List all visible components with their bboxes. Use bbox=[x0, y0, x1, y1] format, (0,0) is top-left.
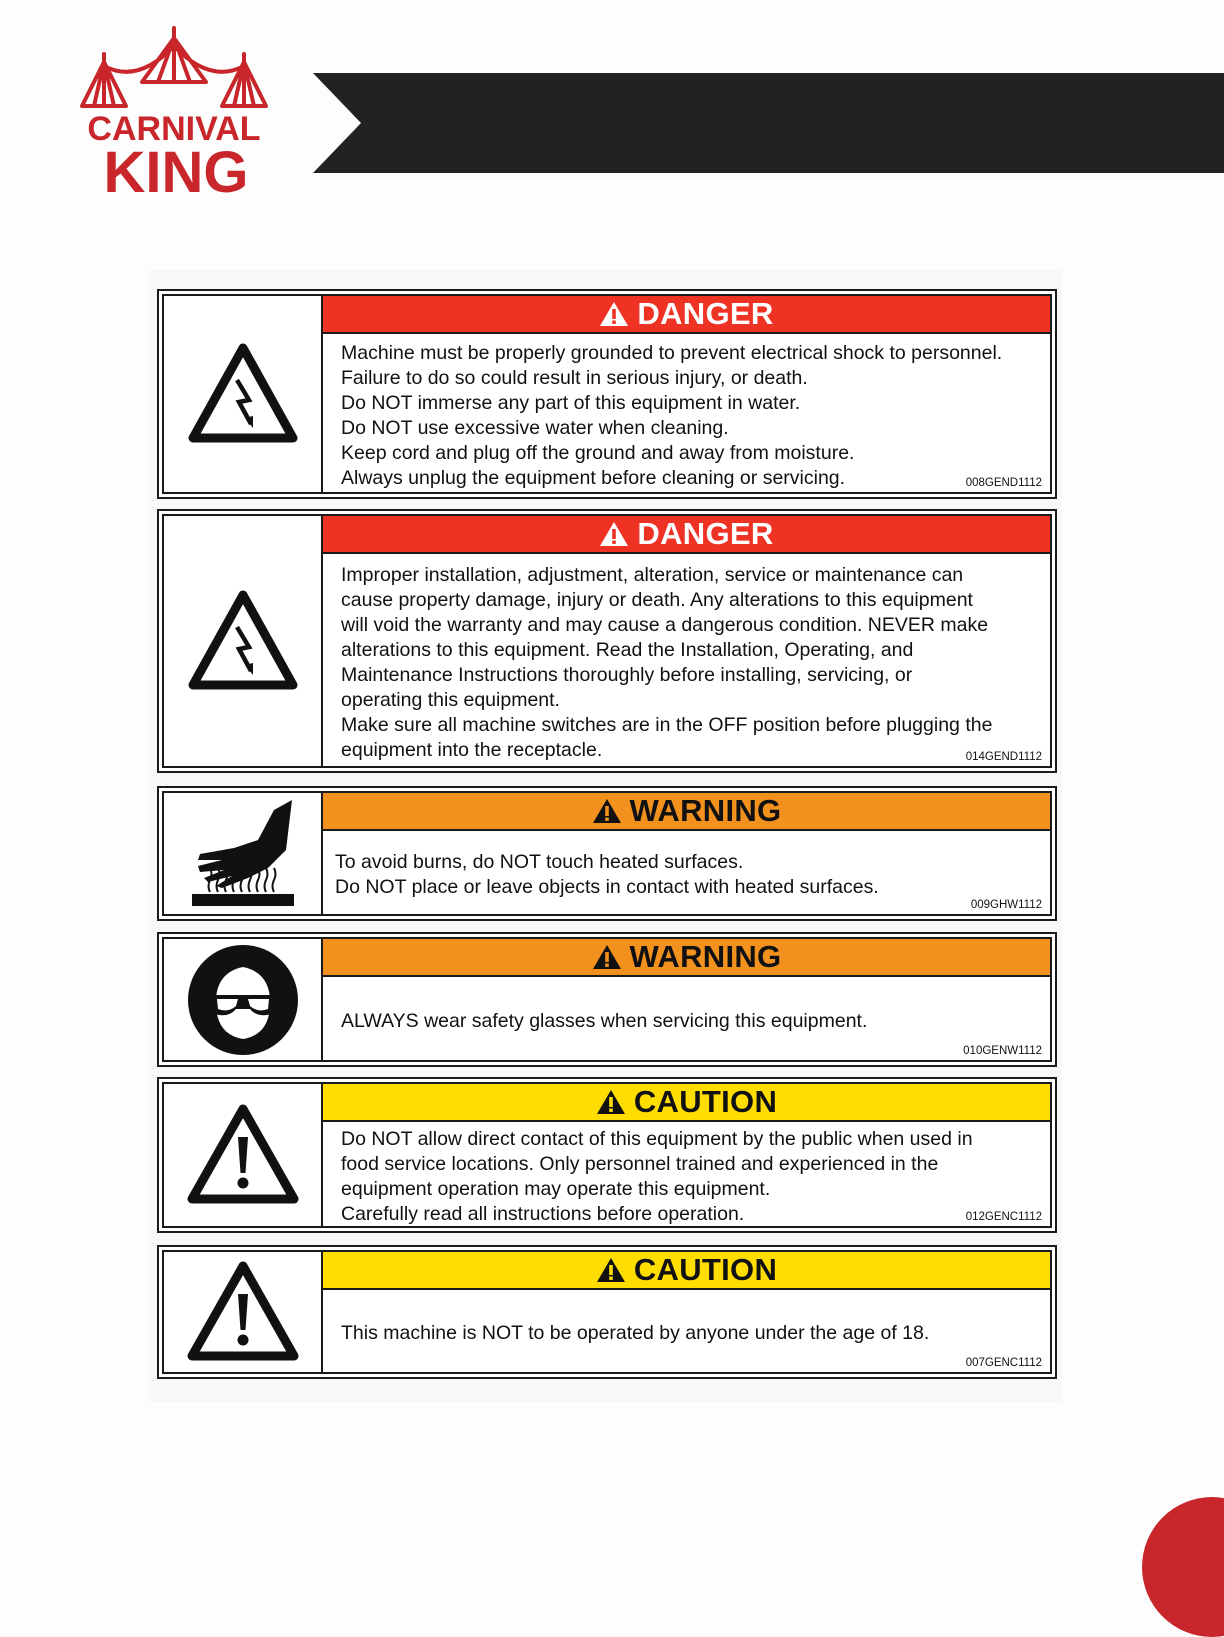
label-message bbox=[323, 977, 1050, 1060]
warning-label-safety-glasses bbox=[157, 932, 1057, 1067]
message-line: Carefully read all instructions before operation. bbox=[341, 1203, 745, 1225]
caution-header bbox=[323, 1252, 1050, 1290]
message-line: equipment into the receptacle. bbox=[341, 738, 603, 761]
message-line: food service locations. Only personnel trained and experienced in the bbox=[341, 1153, 939, 1175]
message-line: Do NOT immerse any part of this equipment in water. bbox=[341, 391, 801, 414]
danger-label-grounding bbox=[157, 289, 1057, 499]
label-code: 012GENC1112 bbox=[965, 1211, 1042, 1223]
message-line: Maintenance Instructions thoroughly before installing, servicing, or bbox=[341, 663, 913, 686]
label-code: 010GENW1112 bbox=[963, 1045, 1042, 1057]
caution-label-age-restriction bbox=[157, 1245, 1057, 1379]
label-code: 014GEND1112 bbox=[965, 751, 1042, 763]
alert-triangle-icon bbox=[599, 521, 629, 547]
label-code: 008GEND1112 bbox=[965, 477, 1042, 489]
header-banner bbox=[313, 73, 1224, 173]
logo-line2: KING bbox=[103, 140, 249, 202]
caution-header bbox=[323, 1084, 1050, 1122]
message-line: Do NOT use excessive water when cleaning. bbox=[341, 416, 729, 439]
message-line: Machine must be properly grounded to prevent electrical shock to personnel. bbox=[341, 341, 1003, 364]
warning-label-hot-surface bbox=[157, 786, 1057, 921]
warning-header bbox=[323, 793, 1050, 831]
caution-label-public-contact bbox=[157, 1077, 1057, 1233]
label-message bbox=[323, 1122, 1050, 1227]
label-code: 007GENC1112 bbox=[965, 1357, 1042, 1369]
message-line: Always unplug the equipment before cleaning or servicing. bbox=[341, 466, 846, 489]
electric-shock-icon bbox=[187, 589, 299, 693]
message-line: Keep cord and plug off the ground and away from moisture. bbox=[341, 441, 855, 464]
signal-word: WARNING bbox=[629, 939, 782, 974]
message-line: Do NOT allow direct contact of this equipment by the public when used in bbox=[341, 1128, 973, 1150]
label-code: 009GHW1112 bbox=[970, 899, 1042, 911]
message-line: Do NOT place or leave objects in contact with heated surfaces. bbox=[335, 876, 879, 898]
message-line: equipment operation may operate this equipment. bbox=[341, 1178, 771, 1200]
safety-glasses-icon bbox=[186, 943, 300, 1057]
signal-word: DANGER bbox=[637, 516, 774, 551]
message-line: cause property damage, injury or death. Any alterations to this equipment bbox=[341, 588, 973, 611]
warning-header bbox=[323, 939, 1050, 977]
message-line: Make sure all machine switches are in the OFF position before plugging the bbox=[341, 713, 993, 736]
danger-header bbox=[323, 296, 1050, 334]
message-line: will void the warranty and may cause a dangerous condition. NEVER make bbox=[341, 613, 989, 636]
alert-triangle-icon bbox=[596, 1257, 626, 1283]
alert-triangle-icon bbox=[592, 944, 622, 970]
danger-header bbox=[323, 516, 1050, 554]
label-message bbox=[323, 831, 1050, 914]
message-line: alterations to this equipment. Read the Installation, Operating, and bbox=[341, 638, 914, 661]
logo-line1: CARNIVAL bbox=[87, 110, 261, 148]
message-line: ALWAYS wear safety glasses when servicing this equipment. bbox=[341, 1009, 868, 1032]
message-line: Improper installation, adjustment, alteration, service or maintenance can bbox=[341, 563, 964, 586]
alert-triangle-icon bbox=[592, 798, 622, 824]
label-message bbox=[323, 334, 1050, 492]
hot-surface-icon bbox=[188, 796, 298, 912]
signal-word: CAUTION bbox=[633, 1084, 778, 1119]
message-line: Failure to do so could result in serious injury, or death. bbox=[341, 366, 808, 389]
danger-label-installation bbox=[157, 509, 1057, 773]
exclamation-warning-icon bbox=[186, 1103, 300, 1207]
message-line: operating this equipment. bbox=[341, 688, 560, 711]
label-message bbox=[323, 1290, 1050, 1372]
alert-triangle-icon bbox=[596, 1089, 626, 1115]
label-message bbox=[323, 554, 1050, 766]
corner-decoration bbox=[1142, 1497, 1224, 1637]
carnival-king-logo bbox=[76, 22, 272, 202]
signal-word: WARNING bbox=[629, 793, 782, 828]
message-line: This machine is NOT to be operated by anyone under the age of 18. bbox=[341, 1322, 930, 1344]
electric-shock-icon bbox=[187, 342, 299, 446]
signal-word: DANGER bbox=[637, 296, 774, 331]
alert-triangle-icon bbox=[599, 301, 629, 327]
exclamation-warning-icon bbox=[186, 1260, 300, 1364]
signal-word: CAUTION bbox=[633, 1252, 778, 1287]
message-line: To avoid burns, do NOT touch heated surfaces. bbox=[335, 851, 744, 873]
